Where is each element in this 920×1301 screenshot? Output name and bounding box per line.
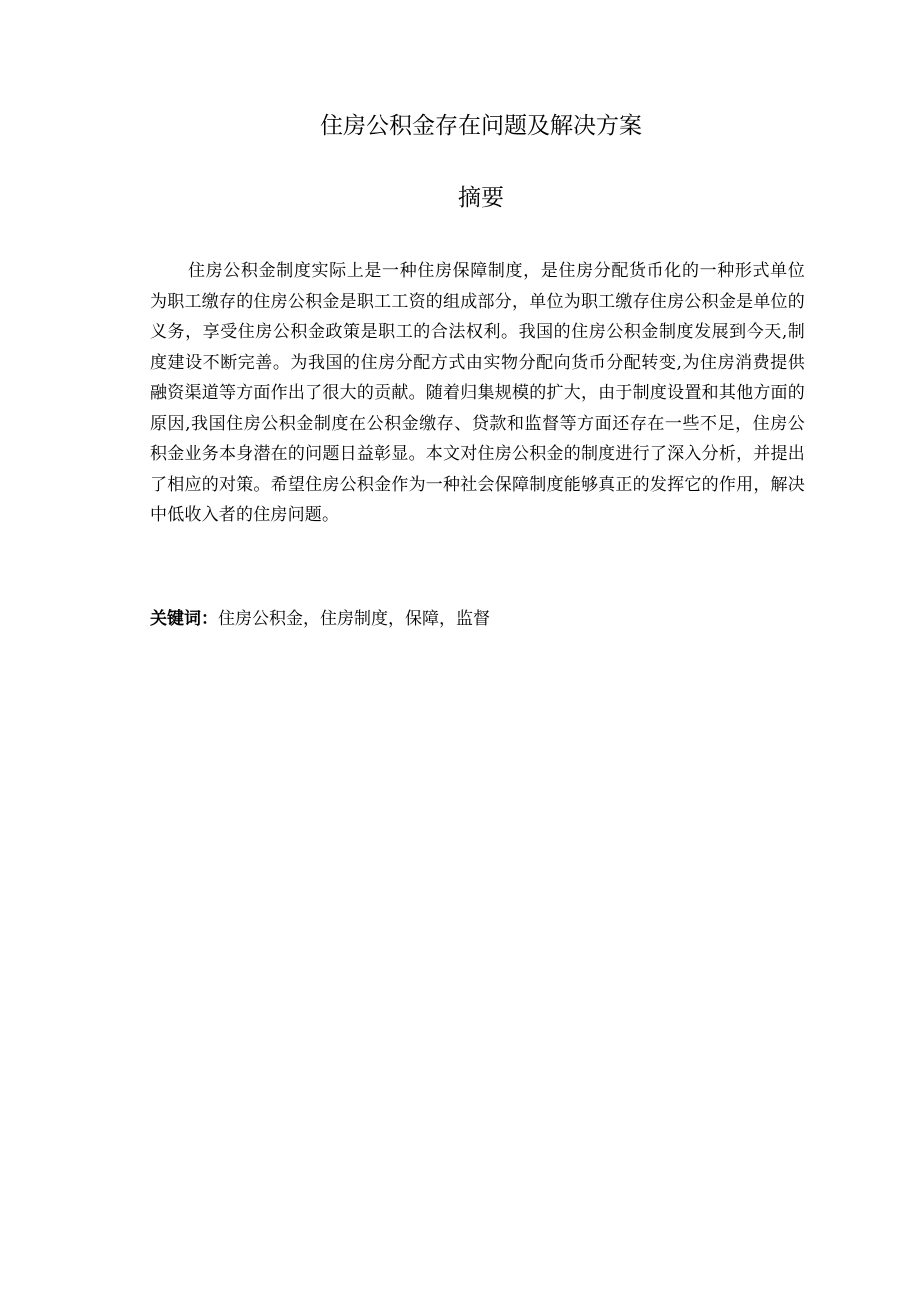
keywords-separator: ： bbox=[201, 609, 218, 629]
keywords-value: 住房公积金，住房制度，保障，监督 bbox=[218, 609, 490, 629]
keywords-label: 关键词 bbox=[150, 609, 201, 629]
document-title: 住房公积金存在问题及解决方案 bbox=[320, 113, 642, 139]
abstract-paragraph: 住房公积金制度实际上是一种住房保障制度，是住房分配货币化的一种形式单位为职工缴存的住房公积金是职工工资的组成部分，单位为职工缴存住房公积金是单位的义务，享受住房公积金政策是职工的合法权利。我国的住房公积金制度发展到今天,制度建设不断完善。为我国的住房分配方式由实物分配向货币分配转变,为住房消费提供融资渠道等方面作出了很大的贡献。随着归集规模的扩大，由于制度设置和其他方面的原因,我国住房公积金制度在公积金缴存、贷款和监督等方面还存在一些不足，住房公积金业务本身潜在的问题日益彰显。本文对住房公积金的制度进行了深入分析，并提出了相应的对策。希望住房公积金作为一种社会保障制度能够真正的发挥它的作用，解决中低收入者的住房问题。 bbox=[150, 261, 805, 525]
keywords-line bbox=[150, 604, 805, 634]
abstract-heading: 摘要 bbox=[458, 185, 504, 211]
